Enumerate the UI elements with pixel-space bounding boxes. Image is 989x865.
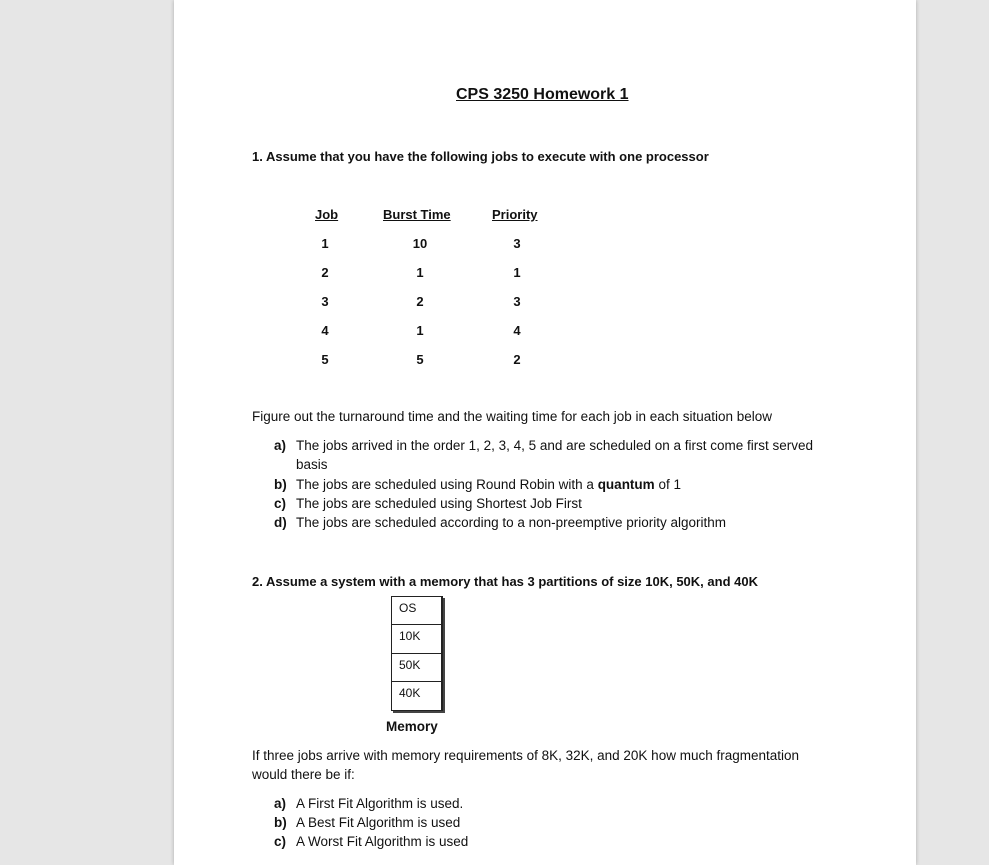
table-cell-priority: 3 [513,236,521,251]
table-header-priority: Priority [492,207,538,222]
table-cell-job: 5 [321,352,329,367]
list-item-text-continued: basis [296,457,328,472]
table-cell-priority: 2 [513,352,521,367]
table-header-job: Job [315,207,339,222]
table-cell-job: 3 [321,294,329,309]
list-item-label: d) [274,515,287,530]
text-segment: of 1 [654,477,681,492]
question-2-text-line2: would there be if: [252,767,355,782]
list-item-text: A Best Fit Algorithm is used [296,815,461,830]
list-item-label: c) [274,496,287,511]
memory-block-50k: 50K [391,653,443,683]
memory-diagram [391,597,443,711]
table-header-burst-time: Burst Time [383,207,451,222]
question-2-heading: 2. Assume a system with a memory that has 3 partitions of size 10K, 50K, and 40K [252,574,758,589]
document-title: CPS 3250 Homework 1 [456,86,629,103]
list-item-text: The jobs are scheduled using Shortest Job First [296,496,582,511]
list-item-text: The jobs arrived in the order 1, 2, 3, 4, 5 and are scheduled on a first come first served [296,438,814,453]
memory-block-os: OS [391,596,443,626]
list-item-text [296,477,681,492]
bold-term: quantum [597,477,655,492]
table-cell-job: 4 [321,323,329,338]
table-cell-priority: 1 [513,265,521,280]
list-item-label: b) [274,477,287,492]
text-segment: The jobs are scheduled using Round Robin with a [296,477,598,492]
list-item-text: A First Fit Algorithm is used. [296,796,464,811]
document-page [174,0,916,865]
table-cell-job: 1 [321,236,329,251]
memory-block-10k: 10K [391,624,443,654]
question-1-heading: 1. Assume that you have the following jobs to execute with one processor [252,149,709,164]
table-cell-priority: 3 [513,294,521,309]
table-cell-priority: 4 [513,323,521,338]
list-item-label: b) [274,815,287,830]
memory-label: Memory [386,719,438,734]
table-cell-burst: 10 [412,236,428,251]
table-cell-burst: 2 [416,294,424,309]
question-2-text-line1: If three jobs arrive with memory requirements of 8K, 32K, and 20K how much fragmentation [252,748,800,763]
table-cell-burst: 1 [416,265,424,280]
list-item-text: A Worst Fit Algorithm is used [296,834,469,849]
table-cell-burst: 1 [416,323,424,338]
list-item-label: a) [274,438,287,453]
list-item-text: The jobs are scheduled according to a non-preemptive priority algorithm [296,515,726,530]
table-cell-job: 2 [321,265,329,280]
table-cell-burst: 5 [416,352,424,367]
question-1-instruction: Figure out the turnaround time and the waiting time for each job in each situation below [252,409,773,424]
list-item-label: c) [274,834,287,849]
list-item-label: a) [274,796,287,811]
memory-block-40k: 40K [391,681,443,711]
